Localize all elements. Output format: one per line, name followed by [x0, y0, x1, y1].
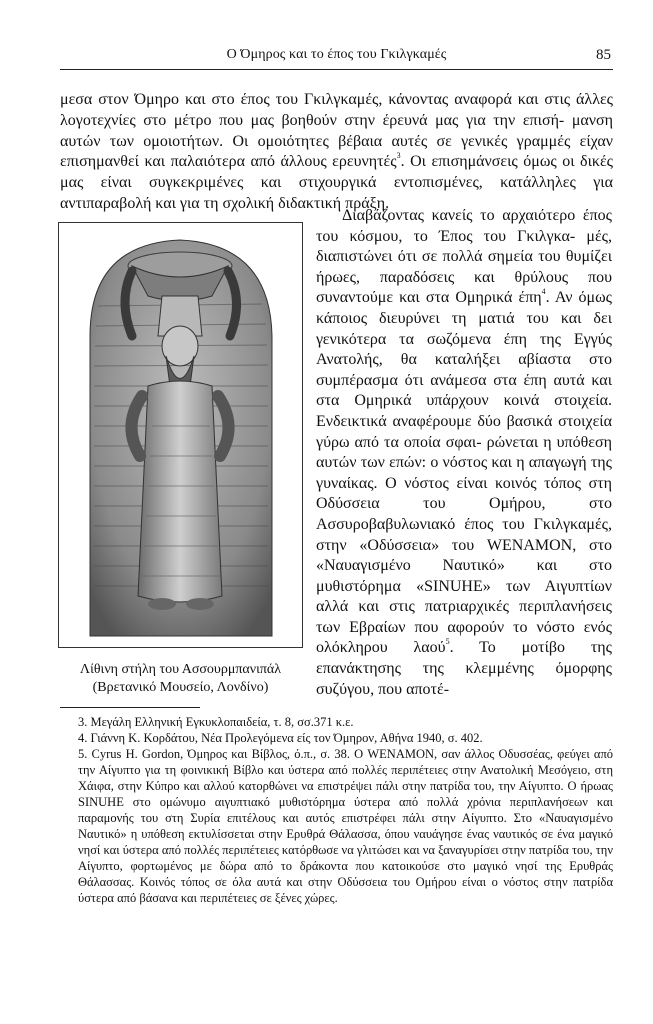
figure-caption	[58, 661, 303, 696]
intro-text: μεσα στον Όμηρο και στο έπος του Γκιλγκαμές, κάνοντας αναφορά και στις άλλες λογοτεχνίες στο μέτρο που μας βοηθούν στην έρευνά μας για την επισή- μανση αυτών των ομοιοτήτων. Οι ομοιότητες βέβαια αυτές σε γενικές γραμμές είχαν επισημανθεί και παλαιότερα από άλλους ερευνητές	[60, 91, 613, 171]
running-title: Ο Όμηρος και το έπος του Γκιλγκαμές	[226, 47, 447, 62]
body-text-part-1: Διαβάζοντας κανείς το αρχαιότερο έπος του κόσμου, το Έπος του Γκιλγκα- μές, διαπιστώνει ότι σε πολλά σημεία του θυμίζει ήρωες, παραδόσεις και θρύλους που συναντούμε και στα Ομηρικά έπη	[316, 207, 612, 307]
figure-frame	[58, 222, 303, 648]
footnote-ref-3[interactable]: 3	[396, 151, 401, 161]
body-text-part-2: . Αν όμως κάποιος διευρύνει τη ματιά του και δει γενικότερα τα σωζόμενα έπη της Εγγύς Ανατολής, θα καταλήξει αβίαστα στο συμπέρασμα ότι ανάμεσα στα έπη αυτά και στα Ομηρικά υπάρχουν κοινά στοιχεία. Ενδεικτικά αναφέρουμε δύο βασικά στοιχεία γύρω από τα οποία σφαι- ρώνεται η υπόθεση αυτών των επών: ο νόστος και η απαγωγή της γυναίκας. Ο νόστος είναι κοινός τόπος στη Οδύσσεια του Ομήρου, στο Ασσυροβαβυλωνιακό έπος του Γκιλγκαμές, στην «Οδύσσεια» του WENAMON, στο «Ναυαγισμένο Ναυτικό» και στο μυθιστόρημα «SINUHE» των Αιγυπτίων αλλά και στις πατριαρχικές περιπλανήσεις των Εβραίων που αφορούν το νόστο ενός ολόκληρου λαού	[316, 289, 612, 657]
footnote-3: 3. Μεγάλη Ελληνική Εγκυκλοπαιδεία, τ. 8, σσ.371 κ.ε.	[78, 715, 354, 729]
footnote-5: 5. Cyrus H. Gordon, Όμηρος και Βίβλος, ό.π., σ. 38. Ο WENAMON, σαν άλλος Οδυσσέας, φεύγει από την Αίγυπτο για τη φοινικική Βίβλο και ύστερα από πολλές περιπέτειες στην Ανατολική Μεσόγειο, στη Χάιφα, στην Κύπρο και αλλού κατορθώνει να επιστρέψει πάλι στην πατρίδα του, την Αίγυπτο. Ο ήρωας SINUHE στο ομώνυμο αιγυπτιακό μυθιστόρημα ύστερα από πολλά χρόνια περιπλανήσεων και παραμονής του στη Συρία επιτέλους και αυτός επιστρέφει πάλι στην Αίγυπτο. Στο «Ναυαγισμένο Ναυτικό» η υπόθεση εκτυλίσσεται στην Ερυθρά Θάλασσα, όπου ναυάγησε ένας ναυτικός σε ένα μαγικό νησί και ύστερα από πολλές περιπέτειες κατόρθωσε να γλιτώσει και να ξαναγυρίσει στην πατρίδα του, την Αίγυπτο, φορτωμένος με δώρα από το δράκοντα που κατοικούσε στο μαγικό νησί της Ερυθράς Θάλασσας. Κοινός τόπος σε όλα αυτά και στην Οδύσσεια του Ομήρου είναι ο νόστος στην πατρίδα ύστερα από βάσανα και περιπέτειες σε ξένες χώρες.	[78, 747, 613, 905]
footnote-ref-4[interactable]: 4	[541, 287, 546, 297]
intro-text-continued: . Οι επισημάνσεις όμως οι δικές μας είναι συγκεκριμένες και στιχουργικά εντοπισμένες, κατάλληλες για αντιπαραβολή και για τη σχολική διδακτική πράξη.	[60, 153, 614, 212]
caption-line-1: Λίθινη στήλη του Ασσουρμπανιπάλ	[79, 662, 282, 677]
stele-figure	[58, 222, 303, 696]
footnote-divider	[60, 707, 200, 708]
running-header	[60, 47, 613, 70]
footnote-ref-5[interactable]: 5	[445, 637, 450, 647]
stele-image	[62, 226, 299, 644]
caption-line-2: (Βρετανικό Μουσείο, Λονδίνο)	[92, 679, 269, 695]
footnotes	[60, 714, 613, 906]
footnote-4: 4. Γιάννη Κ. Κορδάτου, Νέα Προλεγόμενα είς τον Όμηρον, Αθήνα 1940, σ. 402.	[78, 731, 483, 745]
intro-paragraph	[60, 90, 613, 215]
page-number: 85	[596, 47, 611, 63]
body-text-part-3: . Το μοτίβο της επανάκτησης της κλεμμένης όμορφης συζύγου, που αποτέ-	[316, 639, 612, 698]
body-paragraph	[316, 206, 612, 700]
